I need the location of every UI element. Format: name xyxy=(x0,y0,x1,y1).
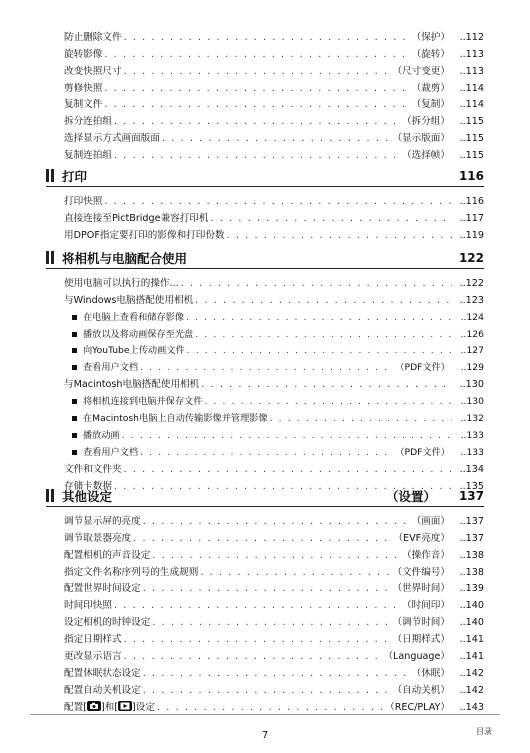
toc-entry-title: 配置自动关机设定 xyxy=(64,684,141,696)
toc-leader xyxy=(133,533,391,544)
toc-entry[interactable] xyxy=(46,458,484,475)
toc-entry-page: ..142 xyxy=(459,684,484,696)
toc-leader xyxy=(211,213,453,224)
toc-entry-title: 配置休眠状态设定 xyxy=(64,667,141,679)
bullet-icon xyxy=(72,433,77,438)
toc-entry-page: ..114 xyxy=(459,82,484,94)
toc-entry-page: ..119 xyxy=(459,229,484,241)
toc-entry-note: （自动关机） xyxy=(392,684,450,696)
toc-subentry[interactable] xyxy=(46,441,484,458)
play-icon xyxy=(118,701,132,711)
section-header-computer xyxy=(46,247,484,269)
toc-entry-note: （裁剪） xyxy=(411,82,450,94)
toc-entry[interactable] xyxy=(46,60,484,77)
toc-entry-page: ..143 xyxy=(459,701,484,713)
toc-entry-title: 播放以及将动画保存至光盘 xyxy=(83,328,194,340)
footer-divider xyxy=(30,714,500,715)
toc-entry-page: ..140 xyxy=(459,600,484,612)
toc-entry-title: 指定日期样式 xyxy=(64,634,122,646)
camera-icon xyxy=(87,701,101,711)
toc-entry[interactable] xyxy=(46,662,484,679)
toc-leader xyxy=(195,329,452,340)
toc-entry-title: 查看用户文档 xyxy=(83,446,139,458)
toc-entry-page: ..139 xyxy=(459,583,484,595)
toc-entry-page: ..140 xyxy=(459,617,484,629)
toc-subentry[interactable] xyxy=(46,356,484,373)
toc-entry[interactable] xyxy=(46,190,484,207)
toc-leader xyxy=(143,668,410,679)
page-number: 7 xyxy=(261,730,269,741)
toc-entry[interactable] xyxy=(46,110,484,127)
toc-entry[interactable] xyxy=(46,645,484,662)
toc-entry[interactable] xyxy=(46,94,484,111)
toc-entries-top xyxy=(46,26,484,161)
toc-entry[interactable] xyxy=(46,611,484,628)
toc-leader xyxy=(152,617,390,628)
toc-entry[interactable] xyxy=(46,561,484,578)
toc-leader xyxy=(152,550,400,561)
toc-entry-title: 播放动画 xyxy=(83,429,120,441)
bullet-icon xyxy=(72,416,77,421)
toc-entry-page: ..132 xyxy=(460,413,484,425)
toc-leader xyxy=(181,278,452,289)
toc-leader xyxy=(195,295,452,306)
toc-entry-page: ..115 xyxy=(459,150,484,162)
toc-leader xyxy=(122,430,452,441)
toc-entry-page: ..141 xyxy=(459,634,484,646)
toc-leader xyxy=(143,516,410,527)
toc-leader xyxy=(201,379,452,390)
section-marker-icon xyxy=(46,251,54,264)
toc-entry[interactable] xyxy=(46,26,484,43)
toc-entry-page: ..142 xyxy=(459,667,484,679)
toc-leader xyxy=(204,396,452,407)
toc-entry-note: （时间印） xyxy=(402,600,450,612)
toc-entry[interactable] xyxy=(46,373,484,390)
toc-entry-page: ..115 xyxy=(459,133,484,145)
toc-entry-note: （REC/PLAY） xyxy=(385,701,450,713)
toc-entries-print xyxy=(46,190,484,241)
section-page: 116 xyxy=(458,168,484,183)
toc-entry-page: ..138 xyxy=(459,549,484,561)
toc-leader xyxy=(104,99,409,110)
toc-entry-page: ..130 xyxy=(459,379,484,391)
toc-entry-page: ..113 xyxy=(459,65,484,77)
toc-entry-note: （Language） xyxy=(383,651,450,663)
toc-entry-page: ..115 xyxy=(459,116,484,128)
section-header-print xyxy=(46,165,484,187)
toc-entry-page: ..137 xyxy=(459,515,484,527)
toc-entry-title: 调节取景器亮度 xyxy=(64,532,132,544)
toc-subentry[interactable] xyxy=(46,407,484,424)
toc-entry-page: ..129 xyxy=(460,362,484,374)
bullet-icon xyxy=(72,348,77,353)
toc-entry-page: ..134 xyxy=(459,463,484,475)
toc-entry-note: （休眠） xyxy=(411,667,450,679)
toc-entry[interactable] xyxy=(46,207,484,224)
toc-entry-title: 与Windows电脑搭配使用相机 xyxy=(64,294,194,306)
toc-leader xyxy=(227,230,452,241)
toc-entry-page: ..141 xyxy=(459,651,484,663)
toc-entry-note: （选择帧） xyxy=(402,150,450,162)
toc-entry-title: 指定文件名称序列号的生成规则 xyxy=(64,566,199,578)
toc-entry-title: 剪修快照 xyxy=(64,82,103,94)
toc-entry-note: （PDF文件） xyxy=(395,446,450,458)
toc-leader xyxy=(187,345,452,356)
toc-entry[interactable] xyxy=(46,127,484,144)
toc-entry-title: 配置相机的声音设定 xyxy=(64,549,151,561)
toc-leader xyxy=(104,83,409,94)
toc-entry-title: 配置世界时间设定 xyxy=(64,583,141,595)
toc-entry-page: ..130 xyxy=(460,396,484,408)
toc-entry-title: 旋转影像 xyxy=(64,48,103,60)
toc-leader xyxy=(114,116,400,127)
toc-leader xyxy=(104,196,452,207)
section-page: 122 xyxy=(458,250,484,265)
toc-subentry[interactable] xyxy=(46,323,484,340)
bullet-icon xyxy=(72,332,77,337)
toc-entry-page: ..135 xyxy=(459,480,484,492)
toc-leader xyxy=(162,133,391,144)
toc-leader xyxy=(124,464,452,475)
toc-entry-title: 配置[ ]和[ ]设定 xyxy=(64,701,155,713)
toc-entry-title: 打印快照 xyxy=(64,195,103,207)
section-title[interactable]: 将相机与电脑配合使用 xyxy=(62,250,188,266)
toc-entry-note: （操作音） xyxy=(402,549,450,561)
toc-leader xyxy=(186,312,452,323)
toc-entry-note: （调节时间） xyxy=(392,617,450,629)
toc-entry-title: 改变快照尺寸 xyxy=(64,65,122,77)
toc-leader xyxy=(140,447,393,458)
toc-entry-title: 在Macintosh电脑上自动传输影像并管理影像 xyxy=(83,413,268,425)
toc-entry-page: ..126 xyxy=(460,328,484,340)
toc-entry-note: （拆分组） xyxy=(402,116,450,128)
toc-entry-title: 在电脑上查看和储存影像 xyxy=(83,311,185,323)
toc-entry[interactable] xyxy=(46,144,484,161)
toc-entry-note: （旋转） xyxy=(411,48,450,60)
toc-entry-note: （世界时间） xyxy=(392,583,450,595)
toc-leader xyxy=(143,583,391,594)
toc-entry-page: ..133 xyxy=(460,429,484,441)
toc-entry-title: 直接连接至PictBridge兼容打印机 xyxy=(64,212,209,224)
toc-entry-title: 与Macintosh电脑搭配使用相机 xyxy=(64,379,200,391)
toc-leader xyxy=(114,150,400,161)
toc-entry[interactable] xyxy=(46,628,484,645)
toc-entries-computer xyxy=(46,272,484,492)
toc-leader xyxy=(124,651,382,662)
bullet-icon xyxy=(72,450,77,455)
toc-entry[interactable] xyxy=(46,679,484,696)
bullet-icon xyxy=(72,399,77,404)
toc-entry-title: 时间印快照 xyxy=(64,600,112,612)
toc-entry-title: 设定相机的时钟设定 xyxy=(64,617,151,629)
toc-entry[interactable] xyxy=(46,527,484,544)
section-title[interactable]: 打印 xyxy=(62,168,88,184)
toc-leader xyxy=(114,600,400,611)
toc-leader xyxy=(104,49,409,60)
toc-entry-note: （复制） xyxy=(411,99,450,111)
toc-leader xyxy=(157,702,383,713)
toc-entry[interactable] xyxy=(46,224,484,241)
toc-entry-page: ..113 xyxy=(459,48,484,60)
toc-entry[interactable] xyxy=(46,594,484,611)
toc-subentry[interactable] xyxy=(46,340,484,357)
toc-entry[interactable] xyxy=(46,272,484,289)
toc-entry-page: ..112 xyxy=(459,31,484,43)
toc-entry-page: ..133 xyxy=(460,446,484,458)
toc-entry-note: （日期样式） xyxy=(392,634,450,646)
toc-entry-note: （画面） xyxy=(411,515,450,527)
toc-entry-note: （保护） xyxy=(411,31,450,43)
toc-leader xyxy=(270,413,452,424)
bullet-icon xyxy=(72,315,77,320)
section-marker-icon xyxy=(46,489,54,502)
toc-entry-note: （尺寸变更） xyxy=(392,65,450,77)
toc-entry-page: ..137 xyxy=(459,532,484,544)
toc-entry-page: ..114 xyxy=(459,99,484,111)
toc-entries-last xyxy=(46,696,484,713)
toc-entry[interactable] xyxy=(46,544,484,561)
toc-entry[interactable] xyxy=(46,289,484,306)
toc-entry-title: 拆分连拍组 xyxy=(64,116,112,128)
toc-entry-page: ..138 xyxy=(459,566,484,578)
toc-leader xyxy=(124,66,391,77)
toc-entry-title: 调节显示屏的亮度 xyxy=(64,515,141,527)
toc-entry-title: 向YouTube上传动画文件 xyxy=(83,345,185,357)
toc-entry-title: 查看用户文档 xyxy=(83,362,139,374)
footer-toc-label[interactable]: 目录 xyxy=(476,727,492,736)
toc-entry-page: ..116 xyxy=(459,195,484,207)
toc-entry-note: （显示版面） xyxy=(392,133,450,145)
toc-leader xyxy=(143,685,391,696)
toc-entry[interactable] xyxy=(46,696,484,713)
toc-leader xyxy=(200,567,390,578)
toc-subentry[interactable] xyxy=(46,390,484,407)
toc-leader xyxy=(124,634,391,645)
toc-entry-note: （PDF文件） xyxy=(395,362,450,374)
toc-subentry[interactable] xyxy=(46,306,484,323)
toc-entry-title: 更改显示语言 xyxy=(64,651,122,663)
section-marker-icon xyxy=(46,169,54,182)
toc-entry-title: 复制连拍组 xyxy=(64,150,112,162)
toc-entry-title: 使用电脑可以执行的操作... xyxy=(64,277,179,289)
toc-entry[interactable] xyxy=(46,77,484,94)
toc-entry-note: （文件编号） xyxy=(392,566,450,578)
section-title[interactable]: 其他设定 xyxy=(62,488,113,504)
toc-entry-title: 将相机连接到电脑并保存文件 xyxy=(83,396,203,408)
toc-entry[interactable] xyxy=(46,578,484,595)
toc-entry-title: 选择显示方式画面版面 xyxy=(64,133,160,145)
toc-entry-page: ..127 xyxy=(460,345,484,357)
toc-entry-page: ..123 xyxy=(459,294,484,306)
toc-entry-title: 用DPOF指定要打印的影像和打印份数 xyxy=(64,229,225,241)
toc-leader xyxy=(124,32,410,43)
toc-entry-title: 防止删除文件 xyxy=(64,31,122,43)
toc-entry-title: 存储卡数据 xyxy=(64,480,112,492)
bullet-icon xyxy=(72,365,77,370)
toc-subentry[interactable] xyxy=(46,424,484,441)
toc-entry-title: 复制文件 xyxy=(64,99,103,111)
section-header-settings xyxy=(46,485,484,507)
toc-entry-page: ..117 xyxy=(459,212,484,224)
toc-entry-page: ..124 xyxy=(460,311,484,323)
toc-entry-note: （EVF亮度） xyxy=(393,532,450,544)
toc-entries-settings xyxy=(46,510,484,696)
toc-entry-page: ..122 xyxy=(459,277,484,289)
toc-leader xyxy=(140,362,393,373)
toc-entry[interactable] xyxy=(46,43,484,60)
section-note: （设置） xyxy=(385,488,436,504)
toc-entry-title: 文件和文件夹 xyxy=(64,463,122,475)
toc-entry[interactable] xyxy=(46,510,484,527)
section-page: 137 xyxy=(458,488,484,503)
